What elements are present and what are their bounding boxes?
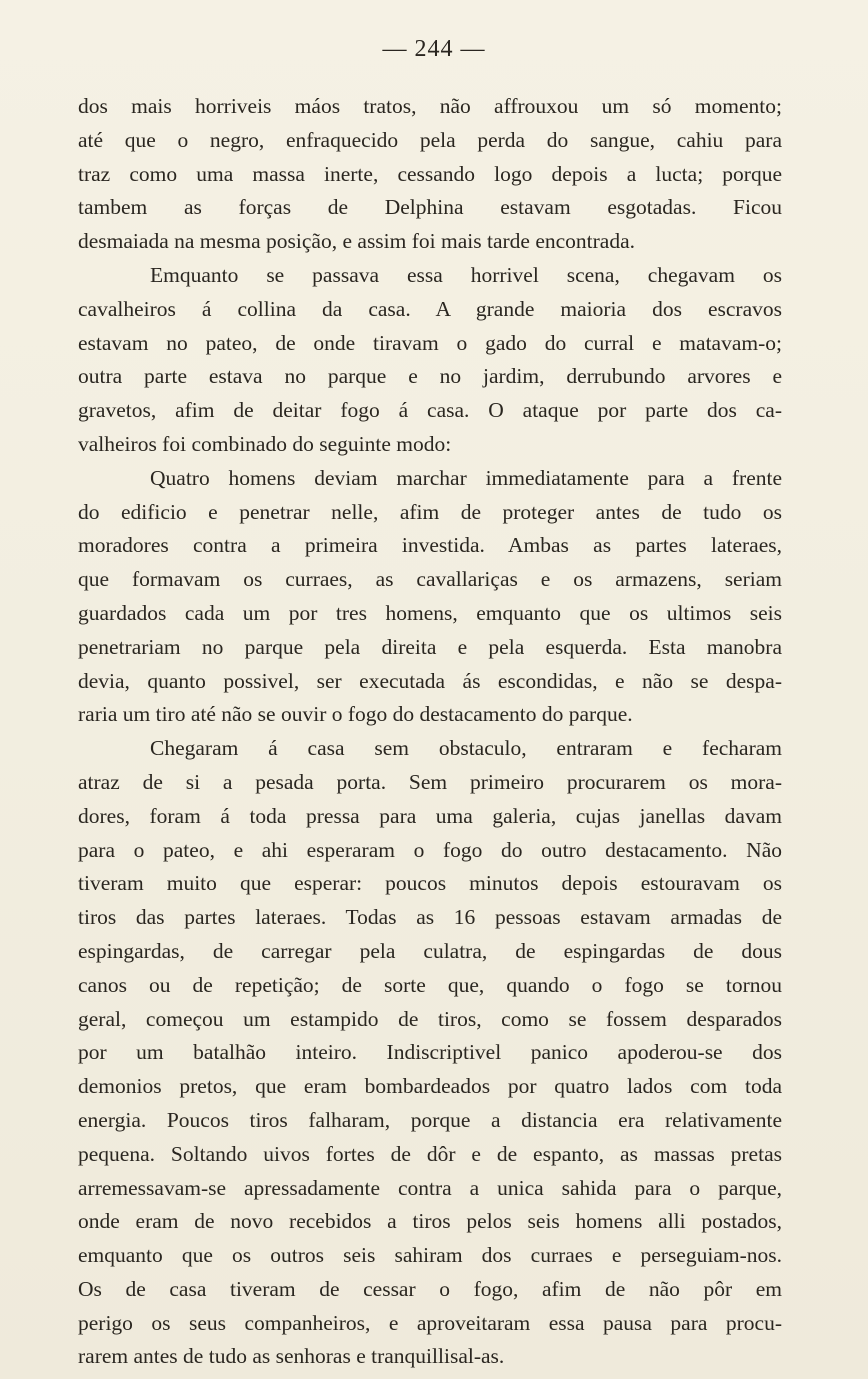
text-line: raria um tiro até não se ouvir o fogo do destacamento do parque. xyxy=(78,702,633,727)
text-line: atraz de si a pesada porta. Sem primeiro procurarem os mora- xyxy=(78,769,782,794)
text-line: penetrariam no parque pela direita e pela esquerda. Esta manobra xyxy=(78,634,782,659)
text-line: Quatro homens deviam marchar immediatamente para a frente xyxy=(150,465,782,490)
text-line: espingardas, de carregar pela culatra, de espingardas de dous xyxy=(78,938,782,963)
text-line: perigo os seus companheiros, e aproveitaram essa pausa para procu- xyxy=(78,1310,782,1335)
text-line: dores, foram á toda pressa para uma galeria, cujas janellas davam xyxy=(78,803,782,828)
text-line: arremessavam-se apressadamente contra a unica sahida para o parque, xyxy=(78,1175,782,1200)
text-line: por um batalhão inteiro. Indiscriptivel panico apoderou-se dos xyxy=(78,1040,782,1065)
paragraph xyxy=(78,259,782,462)
text-line: Os de casa tiveram de cessar o fogo, afim de não pôr em xyxy=(78,1276,782,1301)
text-line: moradores contra a primeira investida. Ambas as partes lateraes, xyxy=(78,533,782,558)
text-line: onde eram de novo recebidos a tiros pelos seis homens alli postados, xyxy=(78,1209,782,1234)
text-line: valheiros foi combinado do seguinte modo: xyxy=(78,431,452,456)
text-line: pequena. Soltando uivos fortes de dôr e de espanto, as massas pretas xyxy=(78,1141,782,1166)
text-line: energia. Poucos tiros falharam, porque a distancia era relativamente xyxy=(78,1107,782,1132)
page-number: — 244 — xyxy=(382,36,486,62)
text-line: devia, quanto possivel, ser executada ás escondidas, e não se despa- xyxy=(78,668,782,693)
text-line: canos ou de repetição; de sorte que, quando o fogo se tornou xyxy=(78,972,782,997)
text-line: que formavam os curraes, as cavallariças e os armazens, seriam xyxy=(78,567,782,592)
text-line: traz como uma massa inerte, cessando logo depois a lucta; porque xyxy=(78,161,782,186)
text-line: guardados cada um por tres homens, emquanto que os ultimos seis xyxy=(78,600,782,625)
paragraph xyxy=(78,462,782,732)
text-line: desmaiada na mesma posição, e assim foi mais tarde encontrada. xyxy=(78,229,636,254)
text-line: cavalheiros á collina da casa. A grande maioria dos escravos xyxy=(78,296,782,321)
paragraph xyxy=(78,732,782,1374)
text-line: outra parte estava no parque e no jardim, derrubundo arvores e xyxy=(78,364,782,389)
text-line: até que o negro, enfraquecido pela perda do sangue, cahiu para xyxy=(78,127,782,152)
text-line: Chegaram á casa sem obstaculo, entraram e fecharam xyxy=(150,736,782,761)
text-line: geral, começou um estampido de tiros, como se fossem desparados xyxy=(78,1006,782,1031)
text-line: gravetos, afim de deitar fogo á casa. O ataque por parte dos ca- xyxy=(78,398,782,423)
text-line: para o pateo, e ahi esperaram o fogo do outro destacamento. Não xyxy=(78,837,782,862)
text-line: Emquanto se passava essa horrivel scena, chegavam os xyxy=(150,262,782,287)
body-text xyxy=(78,90,782,1374)
text-line: tambem as forças de Delphina estavam esgotadas. Ficou xyxy=(78,195,782,220)
text-line: rarem antes de tudo as senhoras e tranquillisal-as. xyxy=(78,1344,505,1369)
text-line: emquanto que os outros seis sahiram dos curraes e perseguiam-nos. xyxy=(78,1243,782,1268)
text-line: tiros das partes lateraes. Todas as 16 pessoas estavam armadas de xyxy=(78,905,782,930)
text-line: demonios pretos, que eram bombardeados por quatro lados com toda xyxy=(78,1074,782,1099)
text-line: estavam no pateo, de onde tiravam o gado do curral e matavam-o; xyxy=(78,330,782,355)
text-line: tiveram muito que esperar: poucos minutos depois estouravam os xyxy=(78,871,782,896)
text-line: do edificio e penetrar nelle, afim de proteger antes de tudo os xyxy=(78,499,782,524)
text-line: dos mais horriveis máos tratos, não affrouxou um só momento; xyxy=(78,94,782,118)
paragraph xyxy=(78,90,782,259)
